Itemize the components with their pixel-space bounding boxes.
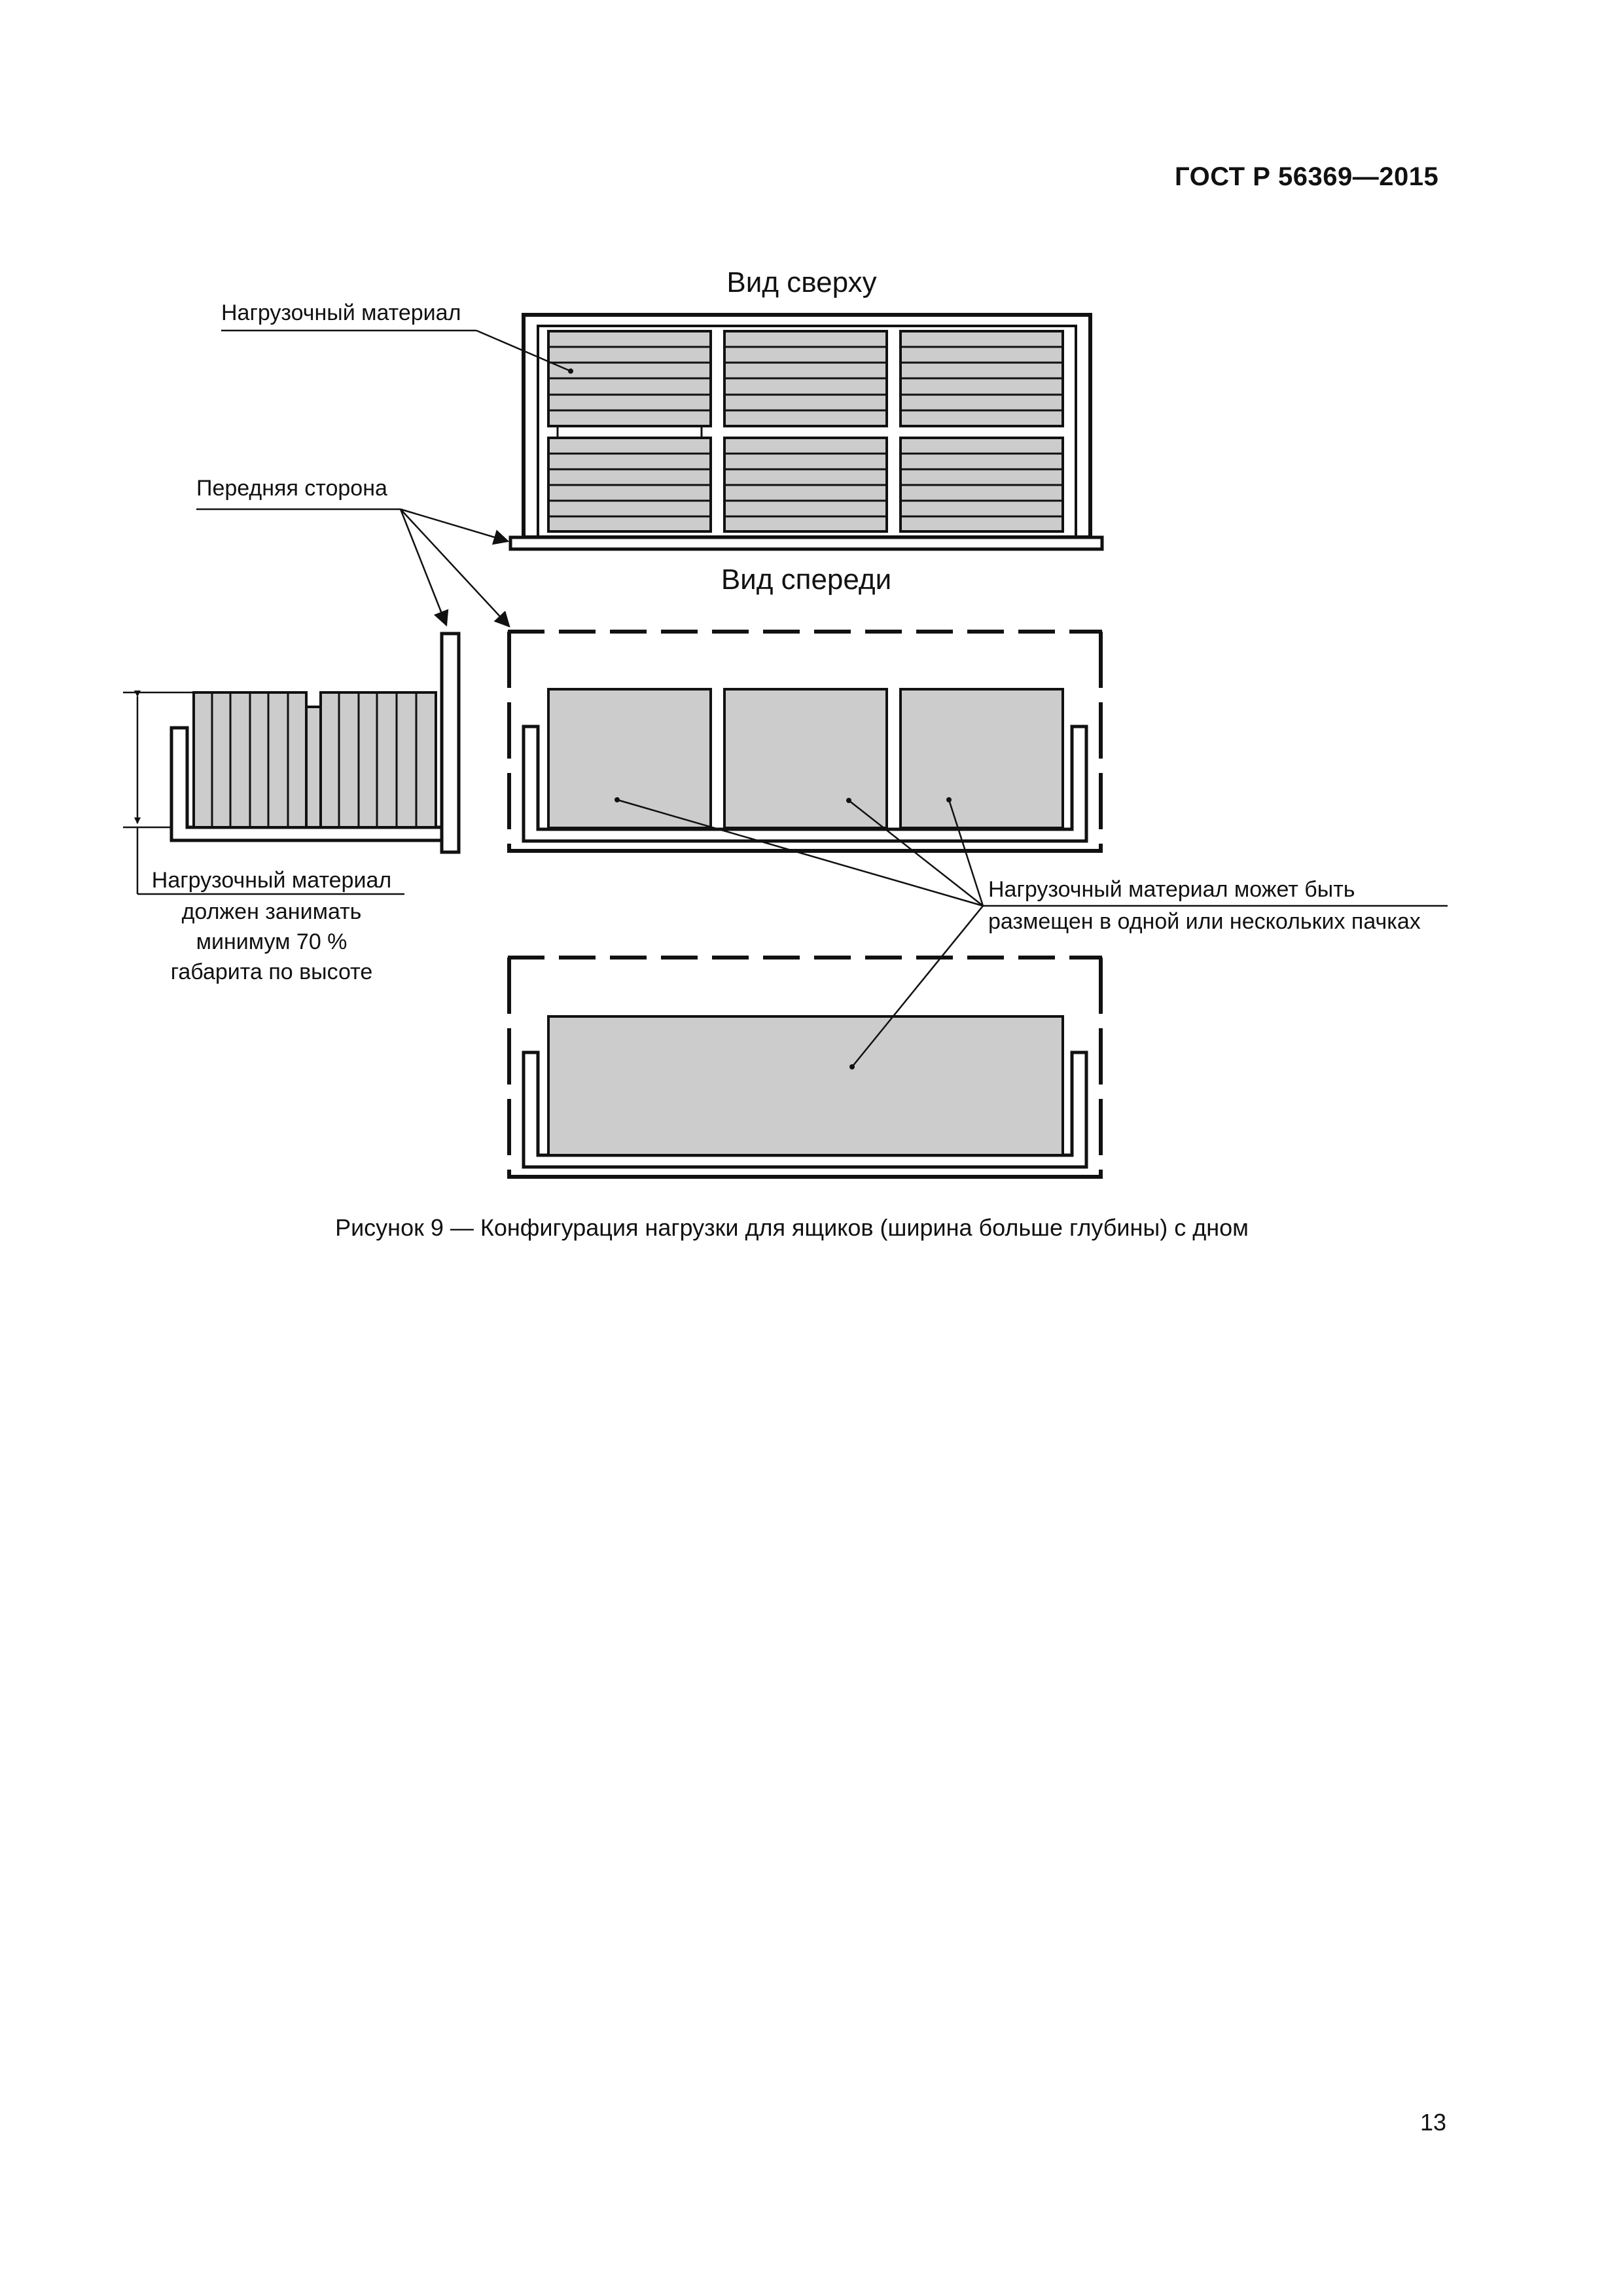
front-view-title: Вид спереди	[721, 564, 892, 596]
side-note-line4: габарита по высоте	[170, 960, 373, 984]
packs-note-line2: размещен в одной или нескольких пачках	[988, 909, 1421, 934]
side-note-line1: Нагрузочный материал	[151, 868, 392, 893]
front-view-2-load-pack	[548, 1016, 1063, 1155]
top-view-title: Вид сверху	[726, 266, 877, 298]
document-number: ГОСТ Р 56369—2015	[1175, 162, 1439, 191]
leader-load-material-top	[221, 331, 571, 371]
leader-front-side	[196, 509, 509, 626]
top-view-load-material	[548, 331, 1063, 531]
front-view-1-load-packs	[548, 689, 1063, 828]
label-front-side: Передняя сторона	[196, 476, 387, 501]
leader-dot	[568, 368, 573, 374]
side-note-line3: минимум 70 %	[196, 929, 348, 954]
packs-note-line1: Нагрузочный материал может быть	[988, 877, 1355, 902]
page-number: 13	[1420, 2109, 1447, 2136]
figure-caption: Рисунок 9 — Конфигурация нагрузки для ящиков (ширина больше глубины) с дном	[335, 1214, 1249, 1241]
label-load-material-top: Нагрузочный материал	[221, 300, 461, 325]
side-note-line2: должен занимать	[181, 899, 362, 924]
